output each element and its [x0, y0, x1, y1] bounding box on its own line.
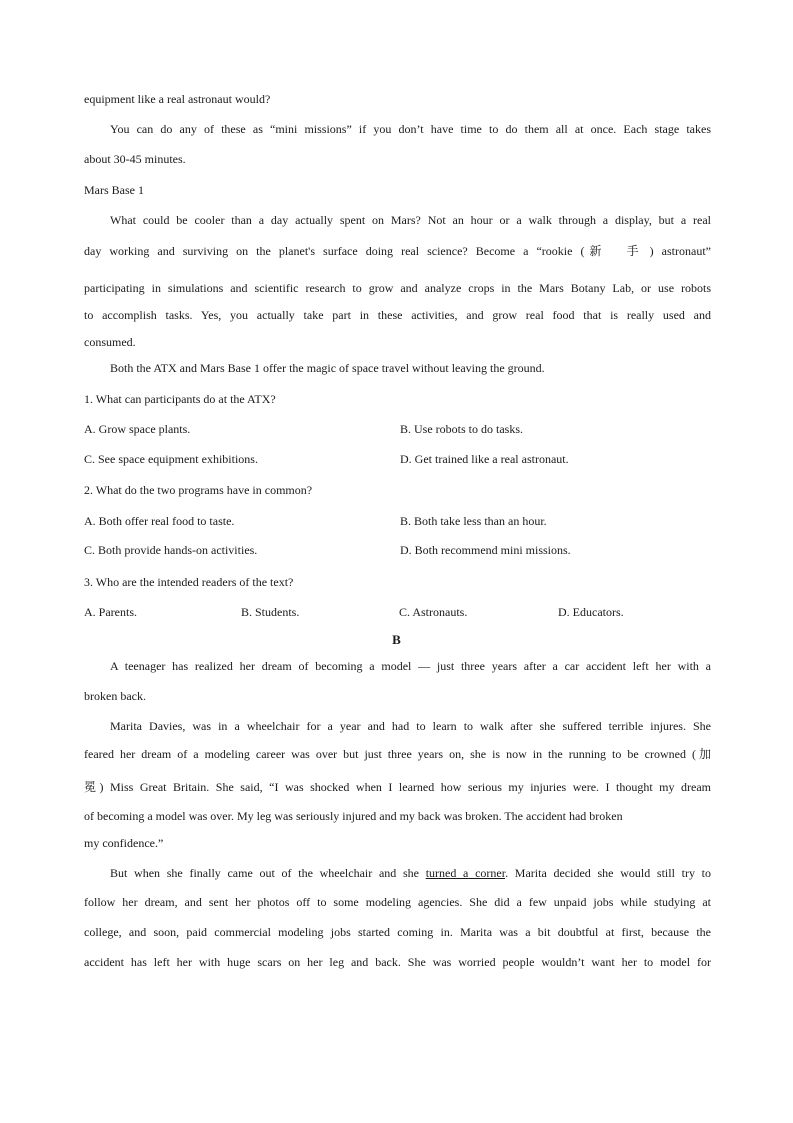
passage-line: consumed.	[84, 335, 136, 349]
option-a[interactable]: A. Both offer real food to taste.	[84, 514, 235, 528]
text-span: ) astronaut”	[649, 244, 711, 258]
passage-line: 冕) Miss Great Britain. She said, “I was shocked when I learned how serious my injuries were. I thought my dream	[84, 780, 711, 794]
question-stem: 1. What can participants do at the ATX?	[84, 392, 276, 406]
question-stem: 3. Who are the intended readers of the text?	[84, 575, 294, 589]
passage-line	[110, 866, 711, 880]
passage-line: of becoming a model was over. My leg was seriously injured and my back was broken. The accident had broken	[84, 809, 623, 823]
option-c[interactable]: C. Both provide hands-on activities.	[84, 543, 258, 557]
text-span: day working and surviving on the planet's surface doing real science? Become a “rookie (	[84, 244, 585, 258]
option-b[interactable]: B. Students.	[241, 605, 300, 619]
passage-line: to accomplish tasks. Yes, you actually take part in these activities, and grow real food that is really used and	[84, 308, 711, 322]
section-title: Mars Base 1	[84, 183, 144, 197]
passage-line: Marita Davies, was in a wheelchair for a year and had to learn to walk after she suffered terrible injures. She	[110, 719, 711, 733]
option-c[interactable]: C. Astronauts.	[399, 605, 468, 619]
passage-line: Both the ATX and Mars Base 1 offer the magic of space travel without leaving the ground.	[110, 361, 545, 375]
option-d[interactable]: D. Both recommend mini missions.	[400, 543, 571, 557]
question-stem: 2. What do the two programs have in common?	[84, 483, 313, 497]
passage-line: A teenager has realized her dream of becoming a model — just three years after a car accident left her with a	[110, 659, 711, 673]
passage-line: What could be cooler than a day actually spent on Mars? Not an hour or a walk through a display, but a real	[110, 213, 711, 227]
section-heading-b: B	[392, 632, 401, 647]
option-a[interactable]: A. Grow space plants.	[84, 422, 191, 436]
option-b[interactable]: B. Both take less than an hour.	[400, 514, 547, 528]
passage-line: feared her dream of a modeling career was over but just three years on, she is now in the running to be crowned (加	[84, 747, 711, 761]
option-b[interactable]: B. Use robots to do tasks.	[400, 422, 523, 436]
text-span: . Marita decided she would still try to	[505, 866, 711, 880]
text-span: But when she finally came out of the wheelchair and she	[110, 866, 426, 880]
passage-line: You can do any of these as “mini missions” if you don’t have time to do them all at once. Each stage takes	[110, 122, 711, 136]
passage-line: college, and soon, paid commercial modeling jobs started coming in. Marita was a bit doubtful at first, because the	[84, 925, 711, 939]
underlined-phrase: turned a corner	[425, 866, 506, 880]
option-d[interactable]: D. Educators.	[558, 605, 624, 619]
passage-line: about 30-45 minutes.	[84, 152, 186, 166]
option-d[interactable]: D. Get trained like a real astronaut.	[400, 452, 569, 466]
passage-line: broken back.	[84, 689, 146, 703]
passage-line: equipment like a real astronaut would?	[84, 92, 271, 106]
passage-line: my confidence.”	[84, 836, 164, 850]
passage-line: follow her dream, and sent her photos off to some modeling agencies. She did a few unpaid jobs while studying at	[84, 895, 711, 909]
passage-line: participating in simulations and scientific research to grow and analyze crops in the Mars Botany Lab, or use robots	[84, 281, 711, 295]
option-a[interactable]: A. Parents.	[84, 605, 137, 619]
passage-line: accident has left her with huge scars on her leg and back. She was worried people wouldn’t want her to model for	[84, 955, 711, 969]
chinese-gloss: 新 手	[584, 244, 650, 258]
option-c[interactable]: C. See space equipment exhibitions.	[84, 452, 258, 466]
passage-line	[84, 244, 711, 258]
